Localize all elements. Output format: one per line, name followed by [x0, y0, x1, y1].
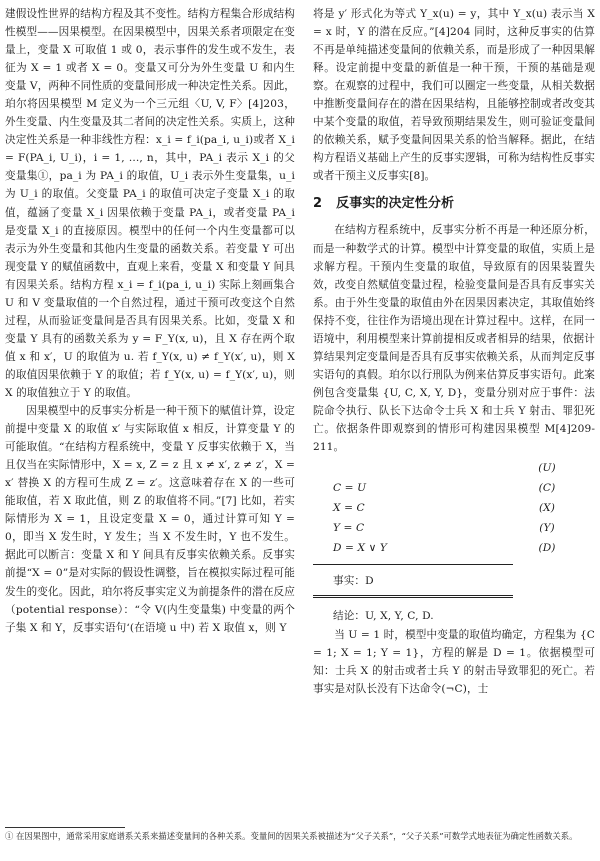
footnote: ① 在因果图中，通常采用家庭谱系关系来描述变量间的各种关系。变量间的因果关系被描述为“父子关系”，“父子关系”可数学式地表征为确定性函数关系。 [5, 831, 578, 841]
model-equation-label: (Y) [539, 522, 555, 535]
model-equation-row [313, 498, 595, 518]
paragraph: 在结构方程系统中，反事实分析不再是一种还原分析，而是一种数学式的计算。模型中计算变量的取值，实质上是求解方程。干预内生变量的取值，导致原有的因果装置失效，改变自然赋值变量过程，检验变量间是否具有反事实关系。由于外生变量的取值由外在因果因素决定，其取值始终保持不变，往往作为语境出现在计算过程中。这样，在同一语境中，利用模型来计算前提相反或者相异的结果，依据计算结果判定变量间是否具有反事实依赖关系，从而判定反事实语句的真假。珀尔以行刑队为例来估算反事实语句。此案例包含变量集 {U, C, X, Y, D}，变量分别对应于事件：法院命令执行、队长下达命令士兵 X 和士兵 Y 射击、罪犯死亡。依据条件即观察到的情形可构建因果模型 M[4]209-211。 [313, 224, 595, 454]
left-column [5, 5, 295, 637]
model-equation-label: (D) [538, 542, 556, 555]
model-double-divider [313, 595, 513, 598]
model-equation: D = X ∨ Y [333, 542, 388, 555]
model-equation: X = C [333, 502, 365, 515]
model-equation [313, 458, 333, 478]
paragraph: 因果模型中的反事实分析是一种干预下的赋值计算，设定前提中变量 X 的取值 x′ 与实际取值 x 相反，计算变量 Y 的可能取值。“在结构方程系统中，变量 Y 反事实依赖于 X，当且仅当在实际情形中，X = x, Z = z 且 x ≠ x′, z ≠ z′，X = x′ 替换 X 的方程可生成 Z = z′。这意味着存在 X 的一些可能取值，若 X 取此值，则 Z 的取值将不同。”[7] 比如，若实际情形为 X = 1，且设定变量 X = 0，通过计算可知 Y = 0，即当 X 发生时，Y 发生；当 X 不发生时，Y 也不发生。据此可以断言：变量 X 和 Y 间具有反事实依赖关系。反事实前提“X = 0”是对实际的假设性调整，旨在模拟实际过程可能发生的变化。因此，珀尔将反事实定义为前提条件的潜在反应（potential response）：“令 V(内生变量集) 中变量的两个子集 X 和 Y，反事实语句‘(在语境 u 中) 若 X 取值 x，则 Y [5, 405, 295, 634]
model-equation-label: (U) [538, 462, 556, 475]
paragraph: 将是 y′ 形式化为等式 Y_x(u) = y，其中 Y_x(u) 表示当 X = x 时，Y 的潜在反应。”[4]204 同时，这种反事实的估算不再是单纯描述变量间的依赖关系，而是形成了一种因果解释。设定前提中变量的新值是一种干预，干预的基础是观察。在观察的过程中，我们可以圈定一些变量，从相关数据中推断变量间存在的潜在因果结构，且能够控制或者改变其中某个变量的取值，若导致预期结果发生，则可验证变量间的依赖关系，赋予变量间因果关系的恰当解释。据此，在结构方程语义基础上产生的反事实逻辑，可称为结构性反事实或者干预主义反事实[8]。 [313, 8, 595, 183]
paragraph: 当 U = 1 时，模型中变量的取值均确定，方程集为 {C = 1; X = 1; Y = 1}，方程的解是 D = 1。依据模型可知：士兵 X 的射击或者士兵 Y 的射击导致罪犯的死亡。若事实是对队长没有下达命令(¬C)，士 [313, 629, 595, 696]
footnote-divider [5, 827, 125, 828]
section-heading [313, 195, 595, 213]
section-number: 2 [313, 196, 323, 212]
model-equation: Y = C [333, 522, 365, 535]
section-title: 反事实的决定性分析 [336, 196, 455, 212]
model-equation-label: (X) [538, 502, 556, 515]
model-equation-label: (C) [538, 482, 556, 495]
model-equation-row [313, 538, 595, 558]
model-equation-row [313, 518, 595, 538]
model-fact: 事实：D [333, 575, 374, 588]
model-equation-row [313, 478, 595, 498]
causal-model [313, 458, 595, 626]
right-column [313, 5, 595, 698]
model-divider [313, 564, 513, 565]
model-equation-row [313, 458, 595, 478]
model-conclusion: 结论：U, X, Y, C, D. [333, 610, 434, 623]
paragraph: 建假设性世界的结构方程及其不变性。结构方程集合形成结构性模型——因果模型。在因果模型中，因果关系者项限定在变量上，变量 X 可取值 1 或 0，表示事件的发生或不发生，表征为 X = 1 或者 X = 0。变量又可分为外生变量 U 和内生变量 V，两种不同性质的变量间形成一种决定性关系。因此，珀尔将因果模型 M 定义为一个三元组〈U, V, F〉[4]203，外生变量、内生变量及其二者间的决定性关系。实质上，这种决定性关系是一种非线性方程：x_i = f_i(pa_i, u_i)或者 X_i = F(PA_i, U_i)，i = 1, …, n，其中，PA_i 表示 X_i 的父变量集①，pa_i 为 PA_i 的取值，U_i 表示外生变量集，u_i 为 U_i 的取值。父变量 PA_i 的取值可决定子变量 X_i 的取值，蕴涵了变量 X_i 因果依赖于变量 PA_i，或者变量 PA_i 是变量 X_i 的直接原因。模型中的任何一个内生变量都可以表示为外生变量和其他内生变量的函数关系。若变量 Y 可出现变量 Y 的赋值函数中，直观上来看，变量 X 和变量 Y 间具有因果关系。结构方程 x_i = f_i(pa_i, u_i) 实际上刻画集合 U 和 V 变量取值的一个自然过程，通过干预可改变这个自然过程，从而验证变量间是否具有因果关系。比如，变量 X 和变量 Y 具有的函数关系为 y = F_Y(x, u)，且 X 存在两个取值 x 和 x′，U 的取值为 u. 若 f_Y(x, u) ≠ f_Y(x′, u)，则 X 的取值因果依赖于 Y 的取值；若 f_Y(x, u) = f_Y(x′, u)，则 X 的取值独立于 Y 的取值。 [5, 8, 295, 399]
model-equation: C = U [333, 482, 367, 495]
